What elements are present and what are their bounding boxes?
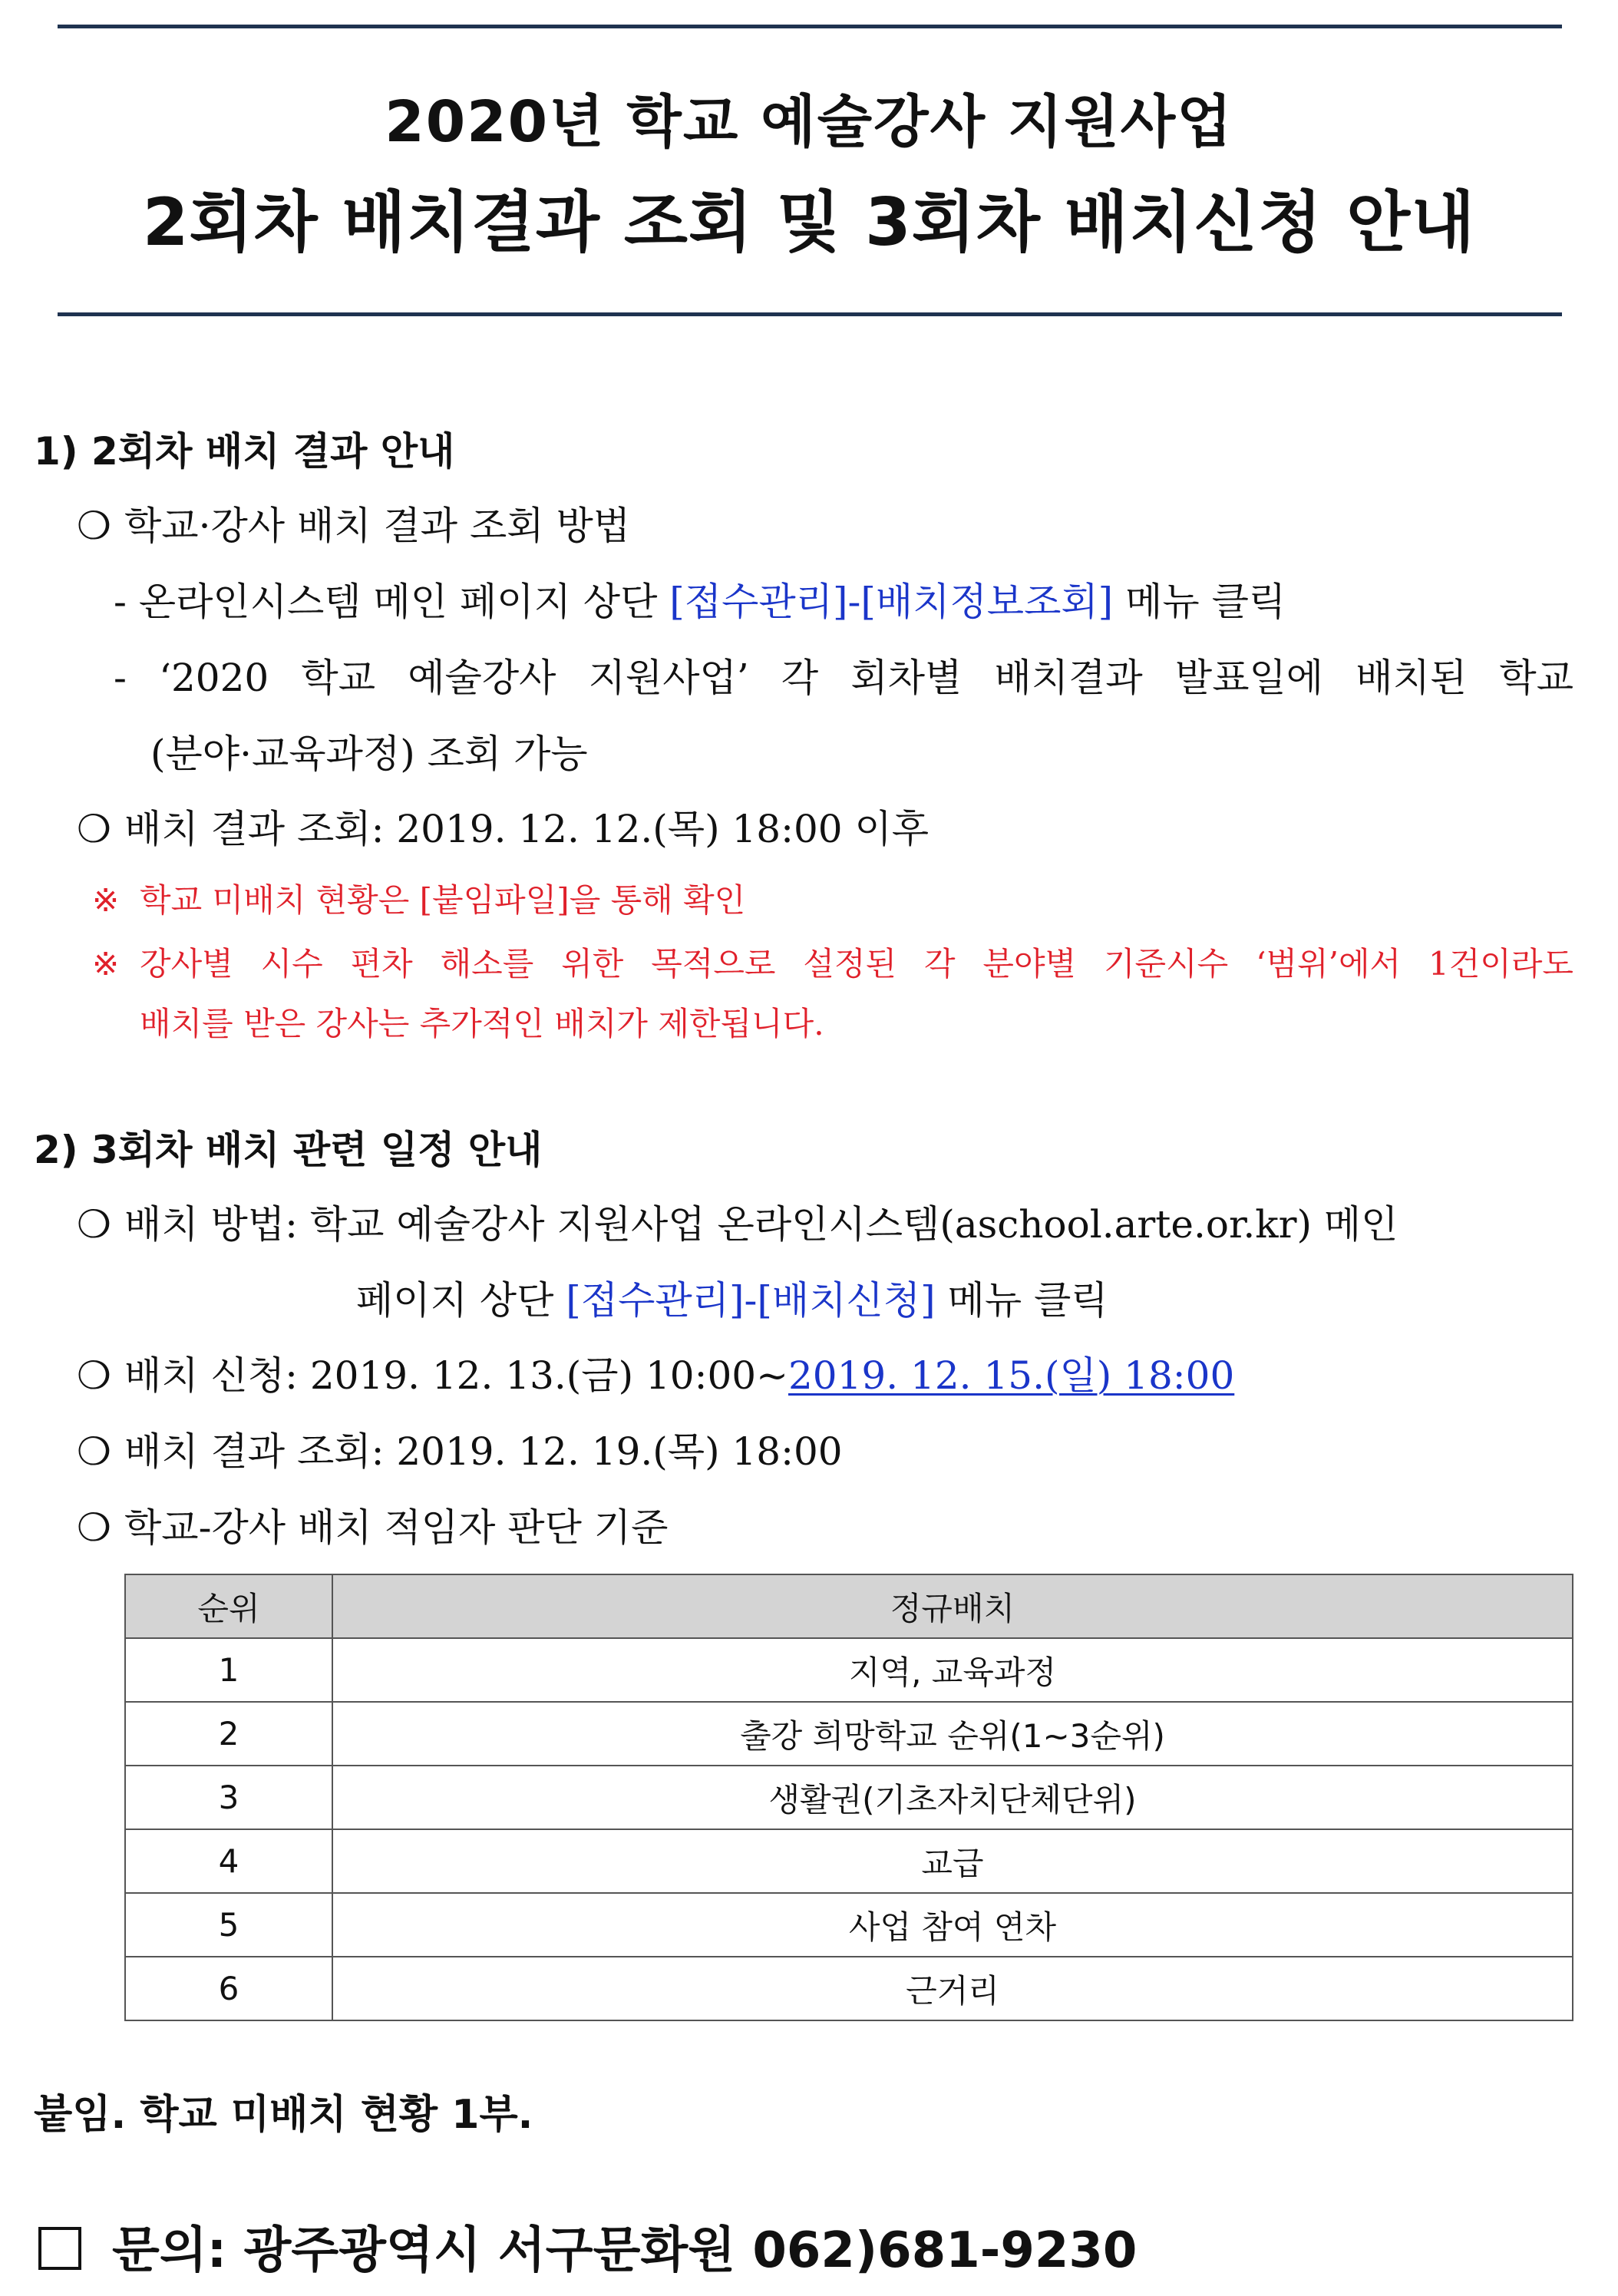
table-row bbox=[125, 1766, 1573, 1829]
circle-bullet-icon: ❍ bbox=[77, 1353, 111, 1398]
header-rank: 순위 bbox=[125, 1574, 332, 1638]
rank-cell: 4 bbox=[125, 1829, 332, 1893]
criterion-cell: 교급 bbox=[332, 1829, 1573, 1893]
menu-path-link[interactable]: [접수관리]-[배치정보조회] bbox=[669, 580, 1114, 624]
bullet-result-date-2: ❍ 배치 결과 조회: 2019. 12. 19.(목) 18:00 bbox=[77, 1429, 843, 1474]
criterion-cell: 근거리 bbox=[332, 1957, 1573, 2020]
circle-bullet-icon: ❍ bbox=[77, 807, 111, 851]
criterion-cell: 사업 참여 연차 bbox=[332, 1893, 1573, 1957]
circle-bullet-icon: ❍ bbox=[77, 504, 111, 548]
attachment-note: 붙임. 학교 미배치 현황 1부. bbox=[34, 2092, 533, 2138]
table-row bbox=[125, 1829, 1573, 1893]
reference-mark-icon: ※ bbox=[92, 945, 120, 983]
note-limit-line-2: 배치를 받은 강사는 추가적인 배치가 제한됩니다. bbox=[140, 1005, 824, 1042]
rank-cell: 2 bbox=[125, 1702, 332, 1766]
bullet-apply-method: ❍ 배치 방법: 학교 예술강사 지원사업 온라인시스템(aschool.arte.or.kr) 메인 bbox=[77, 1202, 1398, 1247]
title-line-2: 2회차 배치결과 조회 및 3회차 배치신청 안내 bbox=[142, 184, 1476, 261]
table-row bbox=[125, 1893, 1573, 1957]
contact-info bbox=[38, 2211, 1137, 2281]
criterion-cell: 지역, 교육과정 bbox=[332, 1638, 1573, 1702]
table-row bbox=[125, 1957, 1573, 2020]
rank-cell: 6 bbox=[125, 1957, 332, 2020]
criteria-table bbox=[124, 1574, 1573, 2021]
title-bottom-rule bbox=[58, 312, 1562, 316]
bullet-criteria: ❍ 학교-강사 배치 적임자 판단 기준 bbox=[77, 1505, 669, 1550]
apply-deadline: 2019. 12. 15.(일) 18:00 bbox=[788, 1353, 1235, 1398]
reference-mark-icon: ※ bbox=[92, 881, 120, 919]
apply-method-line-2: 페이지 상단 [접수관리]-[배치신청] 메뉴 클릭 bbox=[356, 1278, 1108, 1323]
title-line-1: 2020년 학교 예술강사 지원사업 bbox=[385, 89, 1233, 155]
rank-cell: 3 bbox=[125, 1766, 332, 1829]
criterion-cell: 출강 희망학교 순위(1~3순위) bbox=[332, 1702, 1573, 1766]
table-header-row bbox=[125, 1574, 1573, 1638]
table-row bbox=[125, 1702, 1573, 1766]
section-2-heading: 2) 3회차 배치 관련 일정 안내 bbox=[34, 1128, 543, 1172]
note-limit-line-1: ※ 강사별 시수 편차 해소를 위한 목적으로 설정된 각 분야별 기준시수 ‘범위’에서 1건이라도 bbox=[92, 945, 1573, 983]
criterion-cell: 생활권(기초자치단체단위) bbox=[332, 1766, 1573, 1829]
circle-bullet-icon: ❍ bbox=[77, 1429, 111, 1474]
table-row bbox=[125, 1638, 1573, 1702]
bullet-apply-period: ❍ 배치 신청: 2019. 12. 13.(금) 10:00~2019. 12. 15.(일) 18:00 bbox=[77, 1353, 1235, 1398]
circle-bullet-icon: ❍ bbox=[77, 1202, 111, 1247]
note-unassigned: ※ 학교 미배치 현황은 [붙임파일]을 통해 확인 bbox=[92, 881, 746, 919]
dash-result-info-line-1: - ‘2020 학교 예술강사 지원사업’ 각 회차별 배치결과 발표일에 배치된 학교 bbox=[114, 656, 1573, 700]
apply-menu-link[interactable]: [접수관리]-[배치신청] bbox=[566, 1278, 936, 1323]
dash-result-info-line-2: (분야·교육과정) 조회 가능 bbox=[150, 732, 588, 776]
rank-cell: 5 bbox=[125, 1893, 332, 1957]
bullet-view-method: ❍ 학교·강사 배치 결과 조회 방법 bbox=[77, 504, 631, 548]
section-1-heading: 1) 2회차 배치 결과 안내 bbox=[34, 429, 455, 474]
checkbox-square-icon bbox=[38, 2227, 81, 2270]
header-regular-assignment: 정규배치 bbox=[332, 1574, 1573, 1638]
contact-text: 문의: 광주광역시 서구문화원 062)681-9230 bbox=[112, 2222, 1138, 2279]
rank-cell: 1 bbox=[125, 1638, 332, 1702]
top-rule bbox=[58, 25, 1562, 28]
bullet-result-date: ❍ 배치 결과 조회: 2019. 12. 12.(목) 18:00 이후 bbox=[77, 807, 930, 851]
dash-menu-path: - 온라인시스템 메인 페이지 상단 [접수관리]-[배치정보조회] 메뉴 클릭 bbox=[114, 580, 1286, 624]
circle-bullet-icon: ❍ bbox=[77, 1505, 111, 1550]
